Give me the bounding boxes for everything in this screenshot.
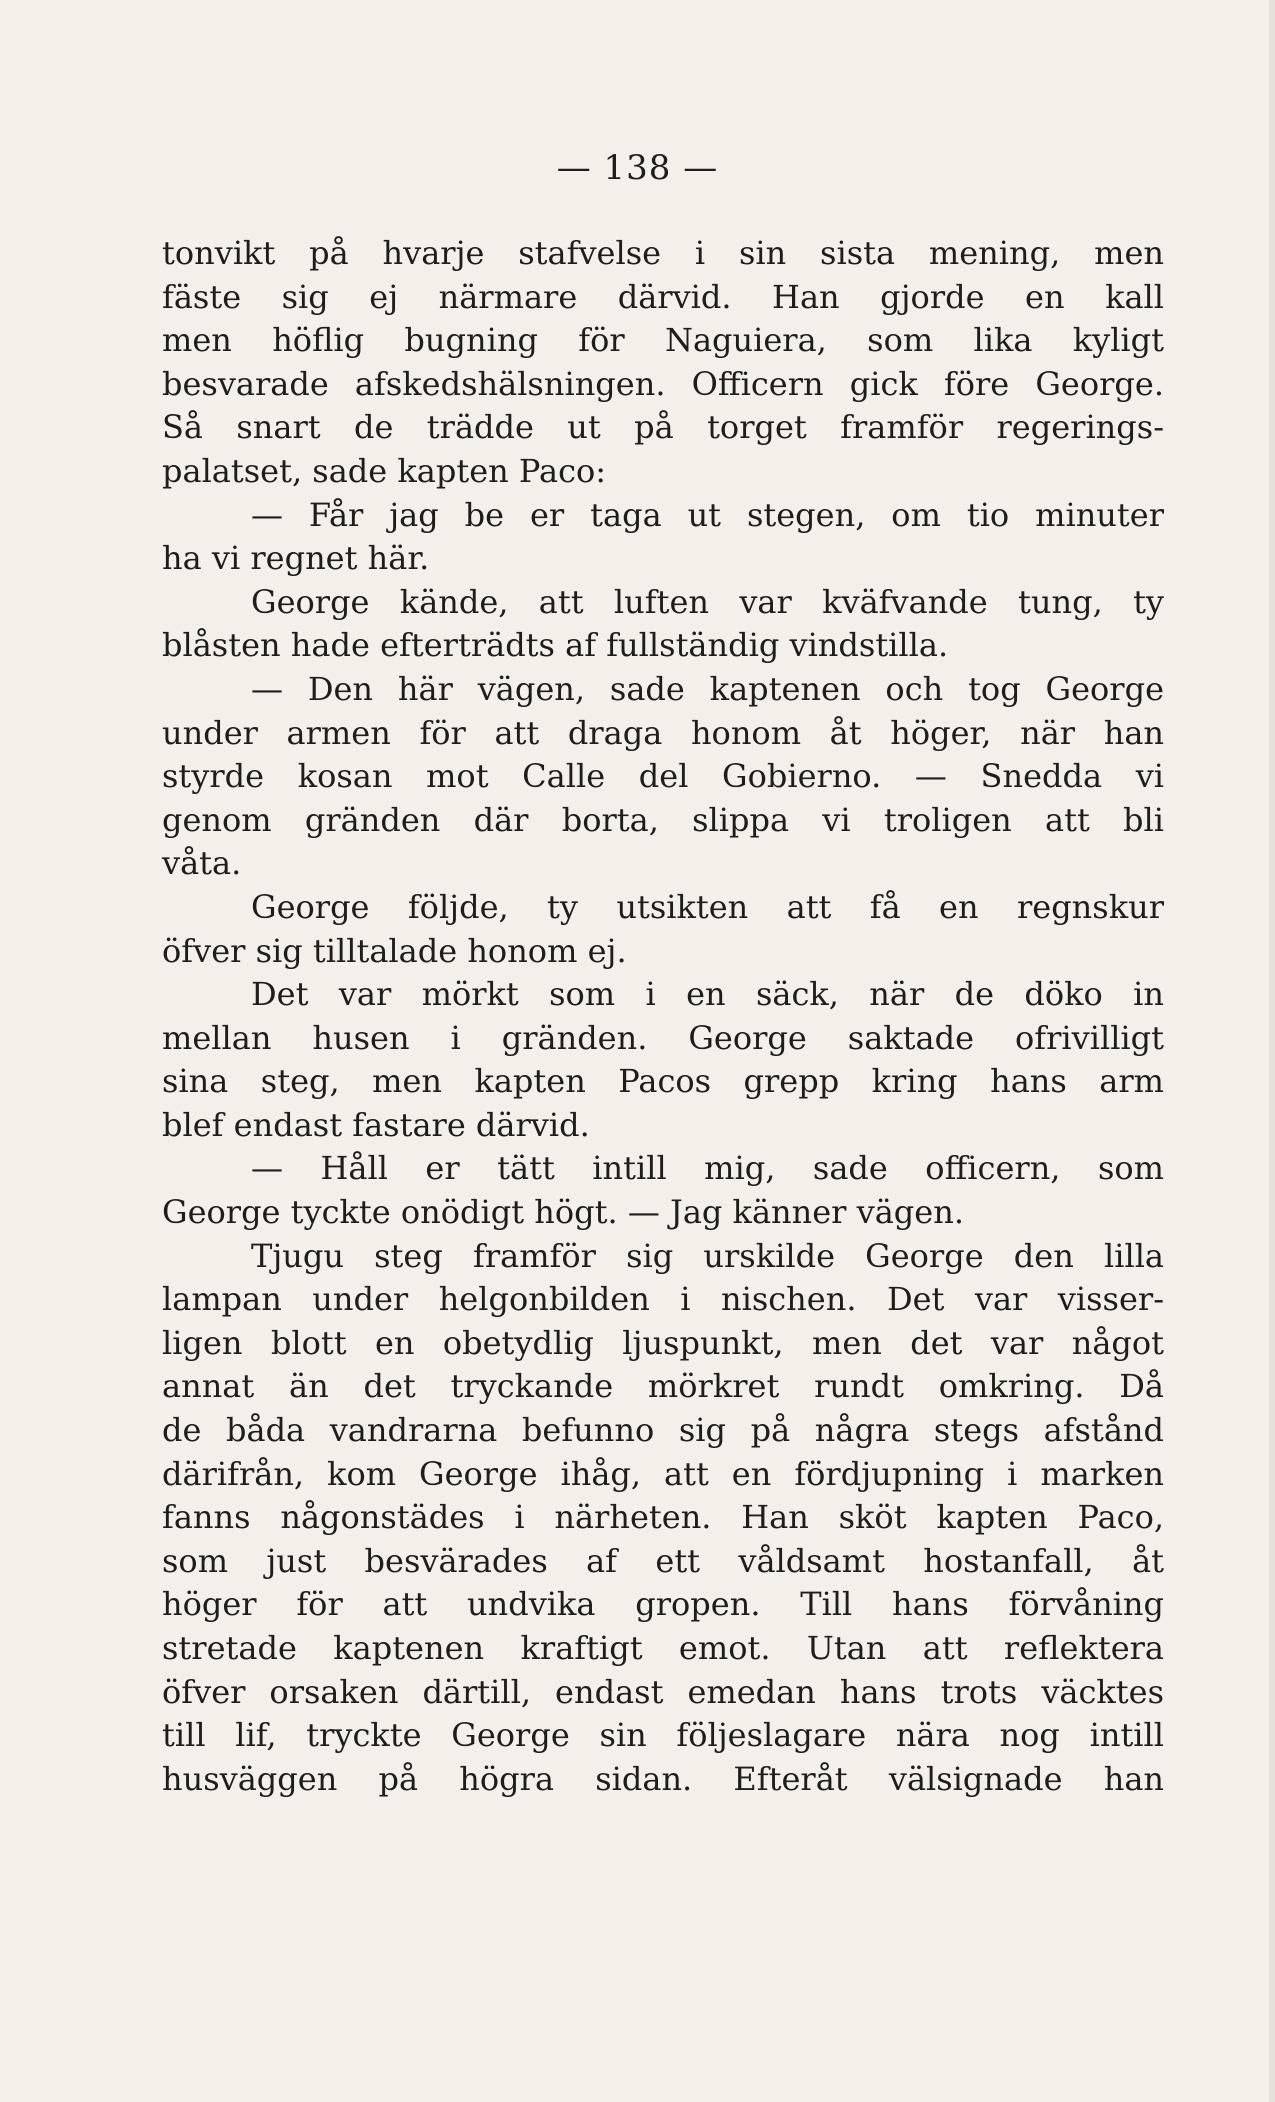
text-line: ligen blott en obetydlig ljuspunkt, men det var något (162, 1323, 1164, 1362)
text-line: genom gränden där borta, slippa vi troligen att bli (162, 800, 1164, 839)
text-line: George följde, ty utsikten att få en regnskur (251, 887, 1164, 926)
text-line: öfver orsaken därtill, endast emedan hans trots väcktes (162, 1672, 1164, 1711)
text-line: husväggen på högra sidan. Efteråt välsignade han (162, 1759, 1164, 1798)
text-line: styrde kosan mot Calle del Gobierno. — Snedda vi (162, 757, 1164, 796)
text-line: stretade kaptenen kraftigt emot. Utan att reflektera (162, 1629, 1164, 1667)
page-edge (1269, 0, 1275, 2102)
text-line: annat än det tryckande mörkret rundt omkring. Då (162, 1367, 1164, 1406)
text-line: Det var mörkt som i en säck, när de döko in (251, 975, 1164, 1014)
text-line: därifrån, kom George ihåg, att en fördjupning i marken (162, 1454, 1164, 1493)
text-line: tonvikt på hvarje stafvelse i sin sista mening, men (162, 234, 1164, 272)
text-line: Så snart de trädde ut på torget framför regerings- (162, 408, 1164, 447)
text-line: — Får jag be er taga ut stegen, om tio minuter (251, 495, 1164, 534)
text-line: höger för att undvika gropen. Till hans förvåning (162, 1585, 1164, 1624)
text-line: mellan husen i gränden. George saktade ofrivilligt (162, 1018, 1164, 1057)
text-line: sina steg, men kapten Pacos grepp kring hans arm (162, 1062, 1164, 1101)
text-line: palatset, sade kapten Paco: (162, 451, 607, 490)
text-line: blåsten hade efterträdts af fullständig vindstilla. (162, 626, 949, 665)
text-line: fäste sig ej närmare därvid. Han gjorde en kall (162, 277, 1164, 316)
text-line: lampan under helgonbilden i nischen. Det var visser- (162, 1280, 1164, 1319)
body-text (162, 232, 1164, 1801)
text-line: — Håll er tätt intill mig, sade officern, som (251, 1149, 1164, 1188)
text-line: blef endast fastare därvid. (162, 1105, 590, 1144)
text-line: Tjugu steg framför sig urskilde George den lilla (251, 1236, 1164, 1275)
text-line: som just besvärades af ett våldsamt hostanfall, åt (162, 1541, 1164, 1580)
text-line: ha vi regnet här. (162, 539, 430, 578)
text-line: öfver sig tilltalade honom ej. (162, 931, 627, 970)
text-line: men höflig bugning för Naguiera, som lika kyligt (162, 321, 1164, 360)
page-number: — 138 — (556, 148, 719, 188)
text-line: fanns någonstädes i närheten. Han sköt kapten Paco, (162, 1498, 1164, 1537)
text-line: George kände, att luften var kväfvande tung, ty (251, 582, 1164, 621)
text-line: — Den här vägen, sade kaptenen och tog George (251, 669, 1164, 708)
text-line: till lif, tryckte George sin följeslagare nära nog intill (162, 1716, 1164, 1755)
text-line: George tyckte onödigt högt. — Jag känner vägen. (162, 1193, 964, 1232)
text-line: under armen för att draga honom åt höger, när han (162, 713, 1164, 752)
text-line: våta. (162, 844, 242, 883)
text-line: besvarade afskedshälsningen. Officern gick före George. (162, 364, 1164, 403)
text-line: de båda vandrarna befunno sig på några stegs afstånd (162, 1411, 1164, 1450)
